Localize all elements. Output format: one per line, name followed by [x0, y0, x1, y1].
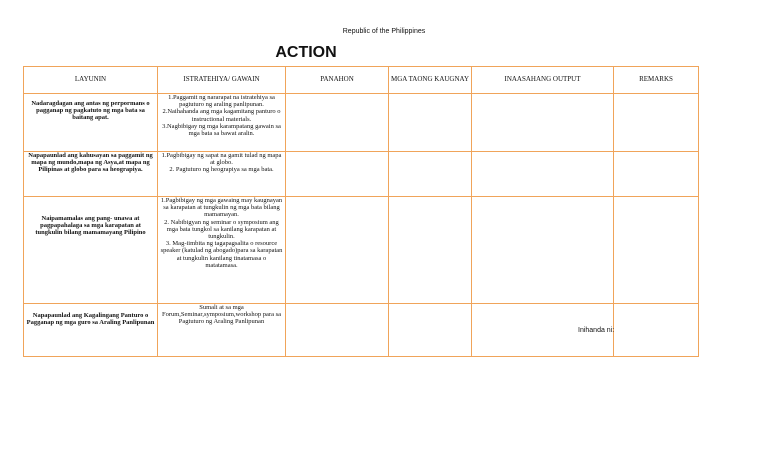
layunin-cell: Napapaunlad ang Kagalingang Panturo o Pagganap ng mga guro sa Araling Panlipunan: [24, 304, 158, 357]
remarks-cell: [614, 152, 699, 197]
layunin-cell: Naipamamalas ang pang- unawa at pagpapahalaga sa mga karapatan at tungkulin bilang mamamayang Pilipino: [24, 197, 158, 304]
mga-taong-kaugnay-cell: [389, 94, 472, 152]
page-title: ACTION: [275, 44, 337, 61]
prepared-by-label: Inihanda ni:: [578, 327, 615, 334]
mga-taong-kaugnay-cell: [389, 304, 472, 357]
column-header-mga-taong-kaugnay: MGA TAONG KAUGNAY: [389, 67, 472, 94]
column-header-istratehiya: ISTRATEHIYA/ GAWAIN: [158, 67, 286, 94]
remarks-cell: [614, 304, 699, 357]
column-header-inaasahang-output: INAASAHANG OUTPUT: [472, 67, 614, 94]
table-row: [24, 197, 699, 304]
remarks-cell: [614, 197, 699, 304]
layunin-cell: Napapaunlad ang kahusayan sa paggamit ng mapa ng mundo,mapa ng Asya,at mapa ng Pilipinas at globo para sa heograpiya.: [24, 152, 158, 197]
panahon-cell: [286, 152, 389, 197]
panahon-cell: [286, 94, 389, 152]
mga-taong-kaugnay-cell: [389, 152, 472, 197]
table-header-row: [24, 67, 699, 94]
remarks-cell: [614, 94, 699, 152]
inaasahang-output-cell: [472, 197, 614, 304]
table-row: [24, 152, 699, 197]
panahon-cell: [286, 197, 389, 304]
action-plan-table: [23, 66, 699, 357]
table-row: [24, 94, 699, 152]
istratehiya-cell: 1.Pagbibigay ng sapat na gamit tulad ng mapa at globo. 2. Pagtuturo ng heograpiya sa mga bata.: [158, 152, 286, 197]
layunin-cell: Nadaragdagan ang antas ng perpormans o pagganap ng pagkatuto ng mga bata sa baitang apat.: [24, 94, 158, 152]
istratehiya-cell: 1.Pagbibigay ng mga gawaing may kaugnayan sa karapatan at tungkulin ng mga bata bilang mamamayan. 2. Nabibigyan ng seminar o symposium ang mga bata tungkol sa kanilang karapatan at tungkulin. 3. Mag-iimbita ng tagapagsalita o resource speaker (katulad ng abogado)para sa karapatan at tungkulin kanilang tinatamasa o matatamasa.: [158, 197, 286, 304]
panahon-cell: [286, 304, 389, 357]
column-header-remarks: REMARKS: [614, 67, 699, 94]
mga-taong-kaugnay-cell: [389, 197, 472, 304]
column-header-layunin: LAYUNIN: [24, 67, 158, 94]
istratehiya-cell: 1.Paggamit ng nararapat na istratehiya sa pagtuturo ng araling panlipunan. 2.Naihahanda ang mga kagamitang panturo o instructional materials. 3.Nagbibigay ng mga karampatang gawain sa mga bata sa bawat aralin.: [158, 94, 286, 152]
column-header-panahon: PANAHON: [286, 67, 389, 94]
inaasahang-output-cell: [472, 152, 614, 197]
inaasahang-output-cell: [472, 94, 614, 152]
republic-header: Republic of the Philippines: [342, 28, 426, 35]
istratehiya-cell: Sumali at sa mga Forum,Seminar,symposium,workshop para sa Pagtuturo ng Araling Panlipunan: [158, 304, 286, 357]
